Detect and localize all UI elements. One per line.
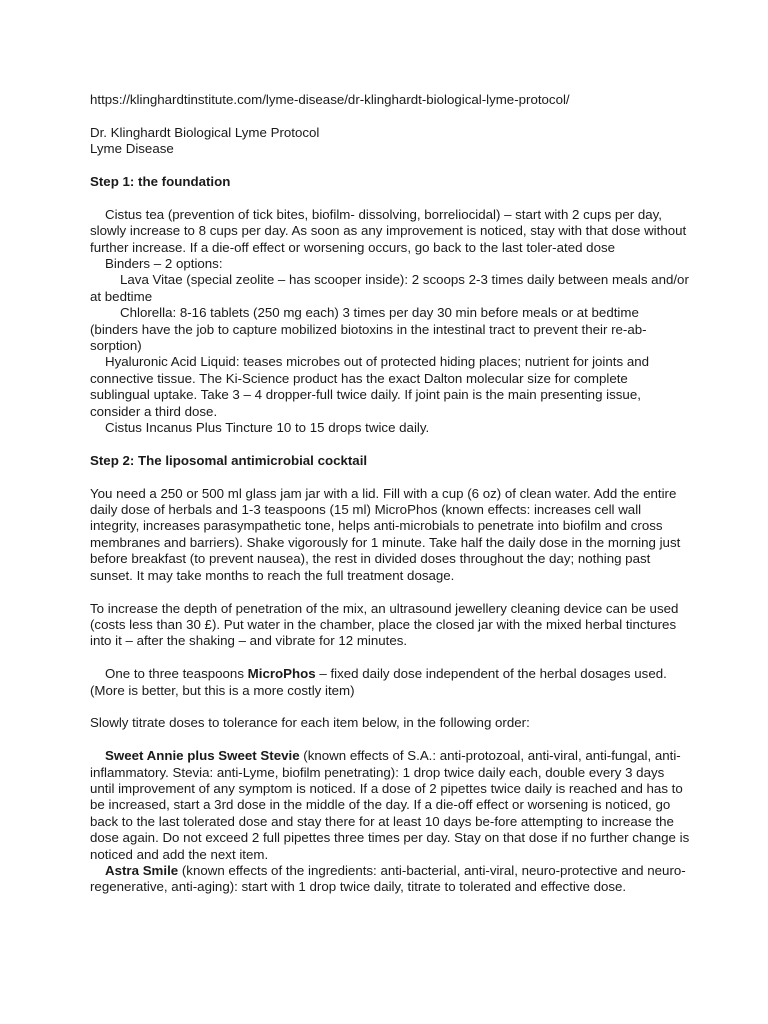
- microphos-pre-text: One to three teaspoons: [105, 666, 248, 682]
- cistus-tincture-paragraph: Cistus Incanus Plus Tincture 10 to 15 drops twice daily.: [105, 420, 430, 436]
- chlorella-paragraph: Chlorella: 8-16 tablets (250 mg each) 3 times per day 30 min before meals or at bedtime (binders have the job to capture mobilized biotoxins in the intestinal tract to prevent their re-ab-sorption): [90, 305, 647, 354]
- microphos-bold-text: MicroPhos: [247, 666, 316, 682]
- sweet-annie-text: (known effects of S.A.: anti-protozoal, anti-viral, anti-fungal, anti-inflammatory. Stevia: anti-Lyme, biofilm penetrating): 1 drop twice daily each, double every 3 days until improvement of any symptom is noticed. If a dose of 2 pipettes twice daily is reached and has to be increased, start a 3rd dose in the middle of the day. If a die-off effect or worsening is noticed, go back to the last tolerated dose and stay there for at least 10 days be-fore attempting to increase the dose again. Do not exceed 2 full pipettes three times per day. Stay on that dose if no further change is noticed and add the next item.: [90, 748, 690, 862]
- document-body: [90, 92, 690, 896]
- binders-paragraph: Binders – 2 options:: [105, 256, 223, 272]
- titrate-paragraph: Slowly titrate doses to tolerance for each item below, in the following order:: [90, 715, 530, 731]
- astra-smile-text: (known effects of the ingredients: anti-bacterial, anti-viral, neuro-protective and neuro-regenerative, anti-aging): start with 1 drop twice daily, titrate to tolerated and effective dose.: [90, 862, 686, 895]
- microphos-paragraph: [90, 666, 690, 699]
- astra-smile-paragraph: [90, 863, 690, 896]
- hyaluronic-paragraph: Hyaluronic Acid Liquid: teases microbes out of protected hiding places; nutrient for joints and connective tissue. The Ki-Science product has the exact Dalton molecular size for complete sublingual uptake. Take 3 – 4 dropper-full twice daily. If joint pain is the main presenting issue, consider a third dose.: [90, 354, 650, 419]
- astra-smile-bold-text: Astra Smile: [105, 862, 179, 878]
- microphos-post-text: – fixed daily dose independent of the herbal dosages used. (More is better, but this is a more costly item): [90, 666, 667, 698]
- document-subtitle: Lyme Disease: [90, 141, 174, 157]
- step1-heading: Step 1: the foundation: [90, 174, 231, 189]
- jar-paragraph: You need a 250 or 500 ml glass jam jar with a lid. Fill with a cup (6 oz) of clean water. Add the entire daily dose of herbals and 1-3 teaspoons (15 ml) MicroPhos (known effects: increases cell wall integrity, increases parasympathetic tone, helps anti-microbials to penetrate into biofilm and cross membranes and barriers). Shake vigorously for 1 minute. Take half the daily dose in the morning just before breakfast (to prevent nausea), the rest in divided doses throughout the day; nothing past sunset. It may take months to reach the full treatment dosage.: [90, 485, 681, 583]
- step2-heading: Step 2: The liposomal antimicrobial cocktail: [90, 452, 368, 468]
- document-title: Dr. Klinghardt Biological Lyme Protocol: [90, 124, 320, 140]
- lava-vitae-paragraph: Lava Vitae (special zeolite – has scooper inside): 2 scoops 2-3 times daily between meals and/or at bedtime: [90, 272, 689, 304]
- cistus-tea-paragraph: Cistus tea (prevention of tick bites, biofilm- dissolving, borreliocidal) – start with 2 cups per day, slowly increase to 8 cups per day. As soon as any improvement is noticed, stay with that dose without further increase. If a die-off effect or worsening occurs, go back to the last toler-ated dose: [90, 206, 687, 255]
- sweet-annie-bold-text: Sweet Annie plus Sweet Stevie: [105, 748, 300, 764]
- source-url: https://klinghardtinstitute.com/lyme-disease/dr-klinghardt-biological-lyme-protocol/: [90, 92, 570, 107]
- ultrasound-paragraph: To increase the depth of penetration of the mix, an ultrasound jewellery cleaning device can be used (costs less than 30 £). Put water in the chamber, place the closed jar with the mixed herbal tinctures into it – after the shaking – and vibrate for 12 minutes.: [90, 600, 679, 649]
- sweet-annie-paragraph: [90, 748, 690, 863]
